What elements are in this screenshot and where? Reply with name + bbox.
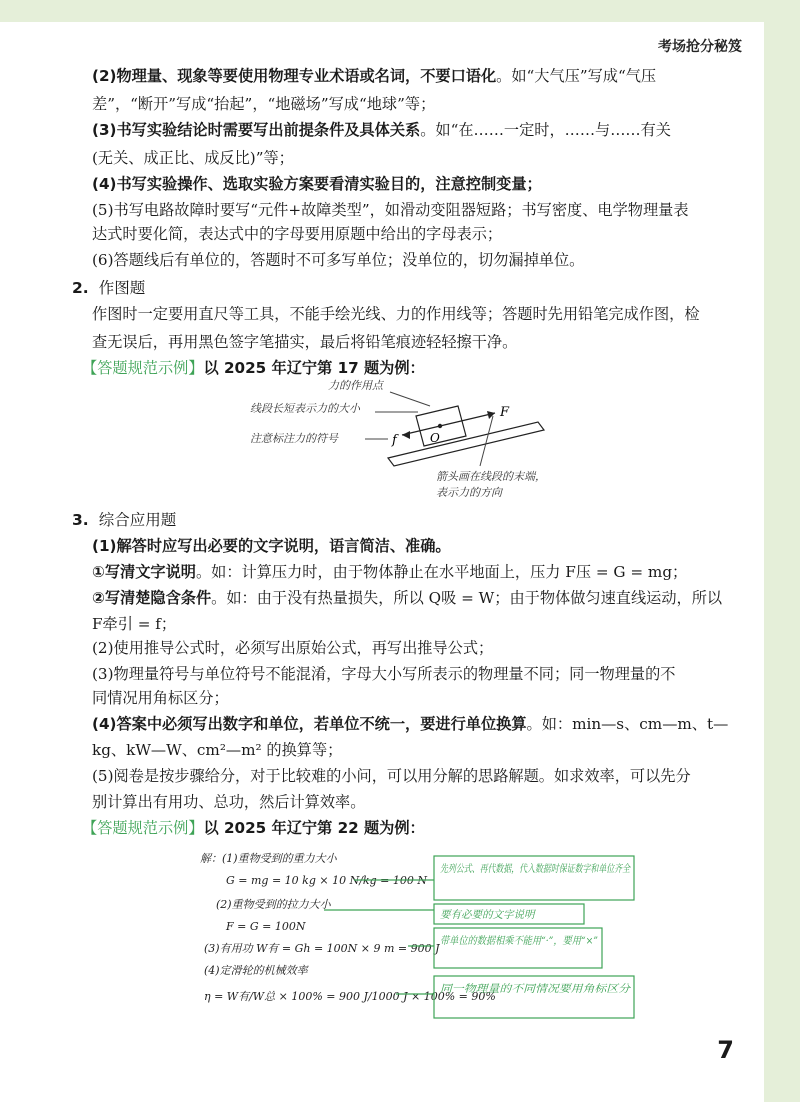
note-arrow-2: 表示力的方向: [436, 486, 502, 499]
line-text: 。如：由于没有热量损失，所以 Q吸 = W；由于物体做匀速直线运动，所以: [211, 589, 723, 607]
hw-line: (4)定滑轮的机械效率: [204, 964, 308, 977]
example-label: 【答题规范示例】: [82, 359, 204, 377]
note-symbol: 注意标注力的符号: [250, 432, 338, 445]
text-line: [92, 586, 722, 610]
incline-board: [388, 422, 544, 466]
hw-line: (2)重物受到的拉力大小: [216, 898, 331, 911]
hw-line: F = G = 100N: [226, 920, 306, 933]
text-line: (5)阅卷是按步骤给分，对于比较难的小问，可以用分解的思路解题。如求效率，可以先分: [92, 767, 691, 785]
text-line: (3)物理量符号与单位符号不能混淆，字母大小写所表示的物理量不同；同一物理量的不: [92, 665, 676, 683]
text-line: 查无误后，再用黑色签字笔描实，最后将铅笔痕迹轻轻擦干净。: [92, 333, 518, 351]
example-label: 【答题规范示例】: [82, 819, 204, 837]
note-point: 力的作用点: [328, 379, 383, 392]
text-line: [92, 560, 687, 584]
hw-line: η = W有/W总 × 100% = 900 J/1000 J × 100% = 90%: [204, 990, 496, 1003]
text-line: [92, 172, 542, 196]
side-color-band: [764, 0, 800, 1102]
example-text: 以 2025 年辽宁第 17 题为例：: [203, 359, 425, 377]
note-text: 先列公式、再代数据，代入数据时保证数字和单位齐全: [440, 863, 632, 875]
top-color-band: [0, 0, 800, 22]
text-line: (无关、成正比、成反比)”等；: [92, 149, 294, 167]
pointer-line: [390, 392, 430, 406]
page-header: 考场抢分秘笈: [658, 39, 742, 55]
note-box: [434, 928, 602, 968]
force-diagram: [240, 376, 600, 504]
bold-text: (4)书写实验操作、选取实验方案要看清实验目的，注意控制变量；: [92, 175, 542, 193]
text-line: [92, 534, 451, 558]
note-text: 同一物理量的不同情况要用角标区分: [440, 983, 632, 995]
note-length: 线段长短表示力的大小: [250, 402, 360, 415]
label-f: f: [392, 433, 397, 448]
hw-line: G = mg = 10 kg × 10 N/kg = 100 N: [226, 874, 427, 887]
text-line: 差”，“断开”写成“抬起”，“地磁场”写成“地球”等；: [92, 95, 436, 113]
label-F: F: [500, 405, 510, 420]
text-line: (5)书写电路故障时要写“元件+故障类型”，如滑动变阻器短路；书写密度、电学物理量表: [92, 201, 689, 219]
text-line: F牵引 = f；: [92, 615, 177, 633]
text-line: [92, 712, 728, 736]
section-heading: [72, 276, 145, 298]
text-line: 同情况用角标区分；: [92, 689, 229, 707]
line-text: 。如“大气压”写成“气压: [496, 67, 657, 85]
text-line: 达式时要化简，表达式中的字母要用原题中给出的字母表示；: [92, 225, 503, 243]
note-arrow-1: 箭头画在线段的末端，: [436, 470, 546, 483]
force-f-arrowhead: [402, 431, 410, 439]
example-text: 以 2025 年辽宁第 22 题为例：: [203, 819, 425, 837]
bold-text: ①写清文字说明: [92, 563, 196, 581]
section-number: 3.: [72, 511, 89, 529]
line-text: 。如“在……一定时，……与……有关: [420, 121, 671, 139]
bold-text: (4)答案中必须写出数字和单位，若单位不统一，要进行单位换算: [92, 715, 527, 733]
text-line: [92, 64, 656, 88]
text-line: kg、kW—W、cm²—m² 的换算等；: [92, 741, 343, 759]
note-text: 要有必要的文字说明: [440, 909, 535, 921]
bold-text: (1)解答时应写出必要的文字说明，语言简洁、准确。: [92, 537, 451, 555]
section-heading: [72, 508, 176, 530]
bold-text: (2)物理量、现象等要使用物理专业术语或名词，不要口语化: [92, 67, 497, 85]
text-line: 作图时一定要用直尺等工具，不能手绘光线、力的作用线等；答题时先用铅笔完成作图，检: [92, 305, 700, 323]
text-line: (6)答题线后有单位的，答题时不可多写单位；没单位的，切勿漏掉单位。: [92, 251, 585, 269]
note-text: 带单位的数据相乘不能用“·”，要用“×”: [440, 935, 598, 947]
line-text: 。如：min—s、cm—m、t—: [526, 715, 729, 733]
worked-solution: [196, 846, 646, 1022]
text-line: 别计算出有用功、总功，然后计算效率。: [92, 793, 366, 811]
section-number: 2.: [72, 279, 89, 297]
line-text: 。如：计算压力时，由于物体静止在水平地面上，压力 F压 = G = mg；: [195, 563, 688, 581]
hw-line: (3)有用功 W有 = Gh = 100N × 9 m = 900 J: [204, 942, 440, 955]
page-number: 7: [717, 1036, 734, 1064]
bold-text: (3)书写实验结论时需要写出前提条件及具体关系: [92, 121, 421, 139]
section-title: 综合应用题: [98, 511, 177, 529]
label-O: O: [430, 431, 440, 445]
bold-text: ②写清楚隐含条件: [92, 589, 212, 607]
section-title: 作图题: [98, 279, 146, 297]
text-line: (2)使用推导公式时，必须写出原始公式，再写出推导公式；: [92, 639, 494, 657]
force-F-arrowhead: [487, 411, 495, 419]
example-line: [82, 816, 425, 840]
text-line: [92, 118, 671, 142]
hw-line: 解：(1)重物受到的重力大小: [200, 852, 337, 865]
